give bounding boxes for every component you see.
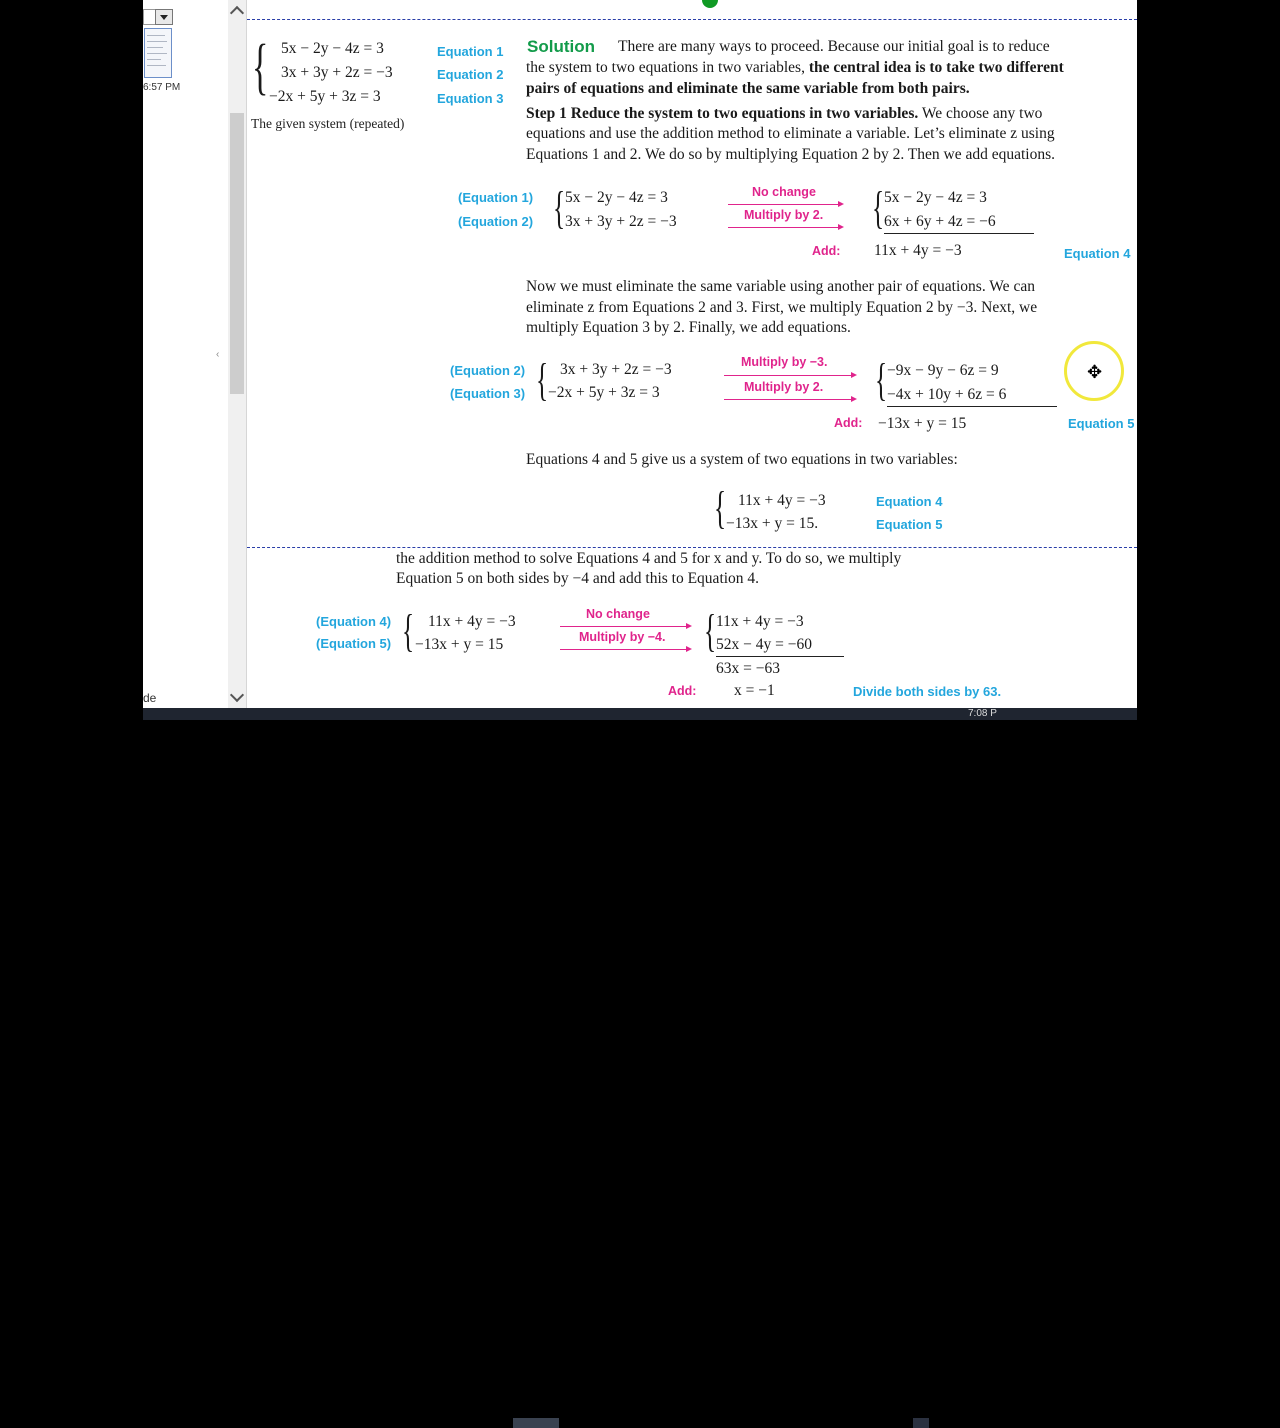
b4-eqB: −13x + y = 15 — [415, 636, 504, 653]
para3-line1: Equations 4 and 5 give us a system of two equations in two variables: — [526, 451, 958, 468]
step1-rest: We choose any two — [921, 105, 1043, 122]
b2-label2: (Equation 3) — [450, 386, 526, 401]
arrow-icon — [724, 375, 855, 376]
b3-tagB: Equation 5 — [876, 517, 943, 532]
solution-intro-line2 — [526, 59, 1064, 77]
b1-label1: (Equation 1) — [458, 190, 534, 205]
arrow-icon — [728, 204, 842, 205]
dropdown-arrow-icon[interactable] — [155, 9, 173, 25]
document-page — [247, 0, 1137, 708]
para2-line1: Now we must eliminate the same variable using another pair of equations. We can — [526, 278, 1035, 295]
move-cursor-icon: ✥ — [1087, 362, 1103, 383]
b2-tag: Equation 5 — [1068, 416, 1135, 431]
vertical-scrollbar[interactable] — [228, 0, 247, 708]
equation-2-tag: Equation 2 — [437, 67, 504, 82]
arrow-icon — [724, 399, 855, 400]
b1-resB: 6x + 6y + 4z = −6 — [884, 213, 996, 230]
step1-line3: Equations 1 and 2. We do so by multiplying Equation 2 by 2. Then we add equations. — [526, 146, 1055, 163]
b1-sum: 11x + 4y = −3 — [874, 242, 962, 259]
para2-line2: eliminate z from Equations 2 and 3. First, we multiply Equation 2 by −3. Next, we — [526, 299, 1038, 316]
b4-eqA: 11x + 4y = −3 — [428, 613, 516, 630]
brace: { — [872, 182, 885, 233]
intro-plain: the system to two equations in two variables, — [526, 59, 805, 76]
b4-label2: (Equation 5) — [316, 636, 392, 651]
cursor-highlight — [1064, 341, 1124, 401]
step1-line1 — [526, 105, 1042, 123]
solution-intro-line1: There are many ways to proceed. Because our initial goal is to reduce — [618, 38, 1050, 55]
thumbnail-timestamp: 6:57 PM — [143, 82, 181, 93]
app-window — [143, 0, 1137, 720]
b4-sum: 63x = −63 — [716, 660, 780, 677]
brace: { — [875, 354, 888, 405]
b4-resA: 11x + 4y = −3 — [716, 613, 804, 630]
brace: { — [704, 605, 717, 656]
para2-line3: multiply Equation 3 by 2. Finally, we add equations. — [526, 319, 851, 336]
thumbnail-pane — [143, 0, 229, 708]
b4-resB: 52x − 4y = −60 — [716, 636, 812, 653]
b2-sum: −13x + y = 15 — [878, 415, 967, 432]
scroll-down-icon[interactable] — [230, 688, 244, 702]
brace: { — [402, 605, 415, 656]
tray-expand-icon[interactable] — [913, 1418, 929, 1428]
page-thumbnail[interactable] — [144, 28, 172, 78]
b1-eqB: 3x + 3y + 2z = −3 — [565, 213, 677, 230]
arrow-icon — [560, 649, 690, 650]
brace: { — [553, 182, 566, 233]
pen-anchor-icon[interactable] — [702, 0, 718, 8]
b3-eqB: −13x + y = 15. — [726, 515, 819, 532]
step1-line2: equations and use the addition method to eliminate a variable. Let’s eliminate z using — [526, 125, 1055, 142]
step1-heading: Step 1 Reduce the system to two equations in two variables. — [526, 105, 919, 122]
b4-op1: No change — [586, 607, 650, 621]
b2-op1: Multiply by −3. — [741, 355, 828, 369]
b4-note: Divide both sides by 63. — [853, 684, 1002, 699]
para4-line1: the addition method to solve Equations 4 and 5 for x and y. To do so, we multiply — [396, 550, 902, 567]
sum-line — [887, 406, 1057, 407]
solution-heading: Solution — [527, 37, 595, 56]
page-break-top — [247, 19, 1137, 20]
sidebar-bottom-label: de — [143, 691, 157, 705]
b1-eqA: 5x − 2y − 4z = 3 — [565, 189, 668, 206]
b1-op1: No change — [752, 185, 816, 199]
b2-resB: −4x + 10y + 6z = 6 — [887, 386, 1007, 403]
brace: { — [536, 354, 549, 405]
equation-3-tag: Equation 3 — [437, 91, 504, 106]
b4-label1: (Equation 4) — [316, 614, 392, 629]
brace: { — [714, 482, 727, 533]
brace: { — [252, 33, 269, 101]
scroll-up-icon[interactable] — [230, 6, 244, 20]
splitter-mark: ‹ — [216, 349, 220, 360]
b1-add: Add: — [812, 244, 841, 258]
b1-resA: 5x − 2y − 4z = 3 — [884, 189, 987, 206]
b2-label1: (Equation 2) — [450, 363, 526, 378]
b4-add: Add: — [668, 684, 697, 698]
b4-final: x = −1 — [734, 682, 775, 699]
sum-line — [884, 233, 1034, 234]
b2-add: Add: — [834, 416, 863, 430]
intro-bold: the central idea is to take two different — [808, 59, 1064, 76]
b2-op2: Multiply by 2. — [744, 380, 824, 394]
page-break-bottom — [247, 547, 1137, 548]
equation-2: 3x + 3y + 2z = −3 — [281, 64, 393, 81]
taskbar-app-icon[interactable] — [513, 1418, 559, 1428]
equation-1-tag: Equation 1 — [437, 44, 504, 59]
scrollbar-thumb[interactable] — [230, 113, 244, 394]
equation-3: −2x + 5y + 3z = 3 — [269, 88, 381, 105]
arrow-icon — [728, 227, 842, 228]
b2-eqB: −2x + 5y + 3z = 3 — [548, 384, 660, 401]
b1-op2: Multiply by 2. — [744, 208, 824, 222]
arrow-icon — [560, 626, 690, 627]
b1-label2: (Equation 2) — [458, 214, 534, 229]
taskbar-clock[interactable]: 7:08 P — [968, 708, 997, 719]
b1-tag: Equation 4 — [1064, 246, 1131, 261]
para4-line2: Equation 5 on both sides by −4 and add this to Equation 4. — [396, 570, 760, 587]
given-system-caption: The given system (repeated) — [251, 116, 405, 131]
equation-1: 5x − 2y − 4z = 3 — [281, 40, 384, 57]
b2-resA: −9x − 9y − 6z = 9 — [887, 362, 999, 379]
b4-op2: Multiply by −4. — [579, 630, 666, 644]
b3-eqA: 11x + 4y = −3 — [738, 492, 826, 509]
sum-line — [716, 656, 844, 657]
solution-intro-line3: pairs of equations and eliminate the same variable from both pairs. — [526, 80, 970, 97]
b2-eqA: 3x + 3y + 2z = −3 — [560, 361, 672, 378]
b3-tagA: Equation 4 — [876, 494, 943, 509]
